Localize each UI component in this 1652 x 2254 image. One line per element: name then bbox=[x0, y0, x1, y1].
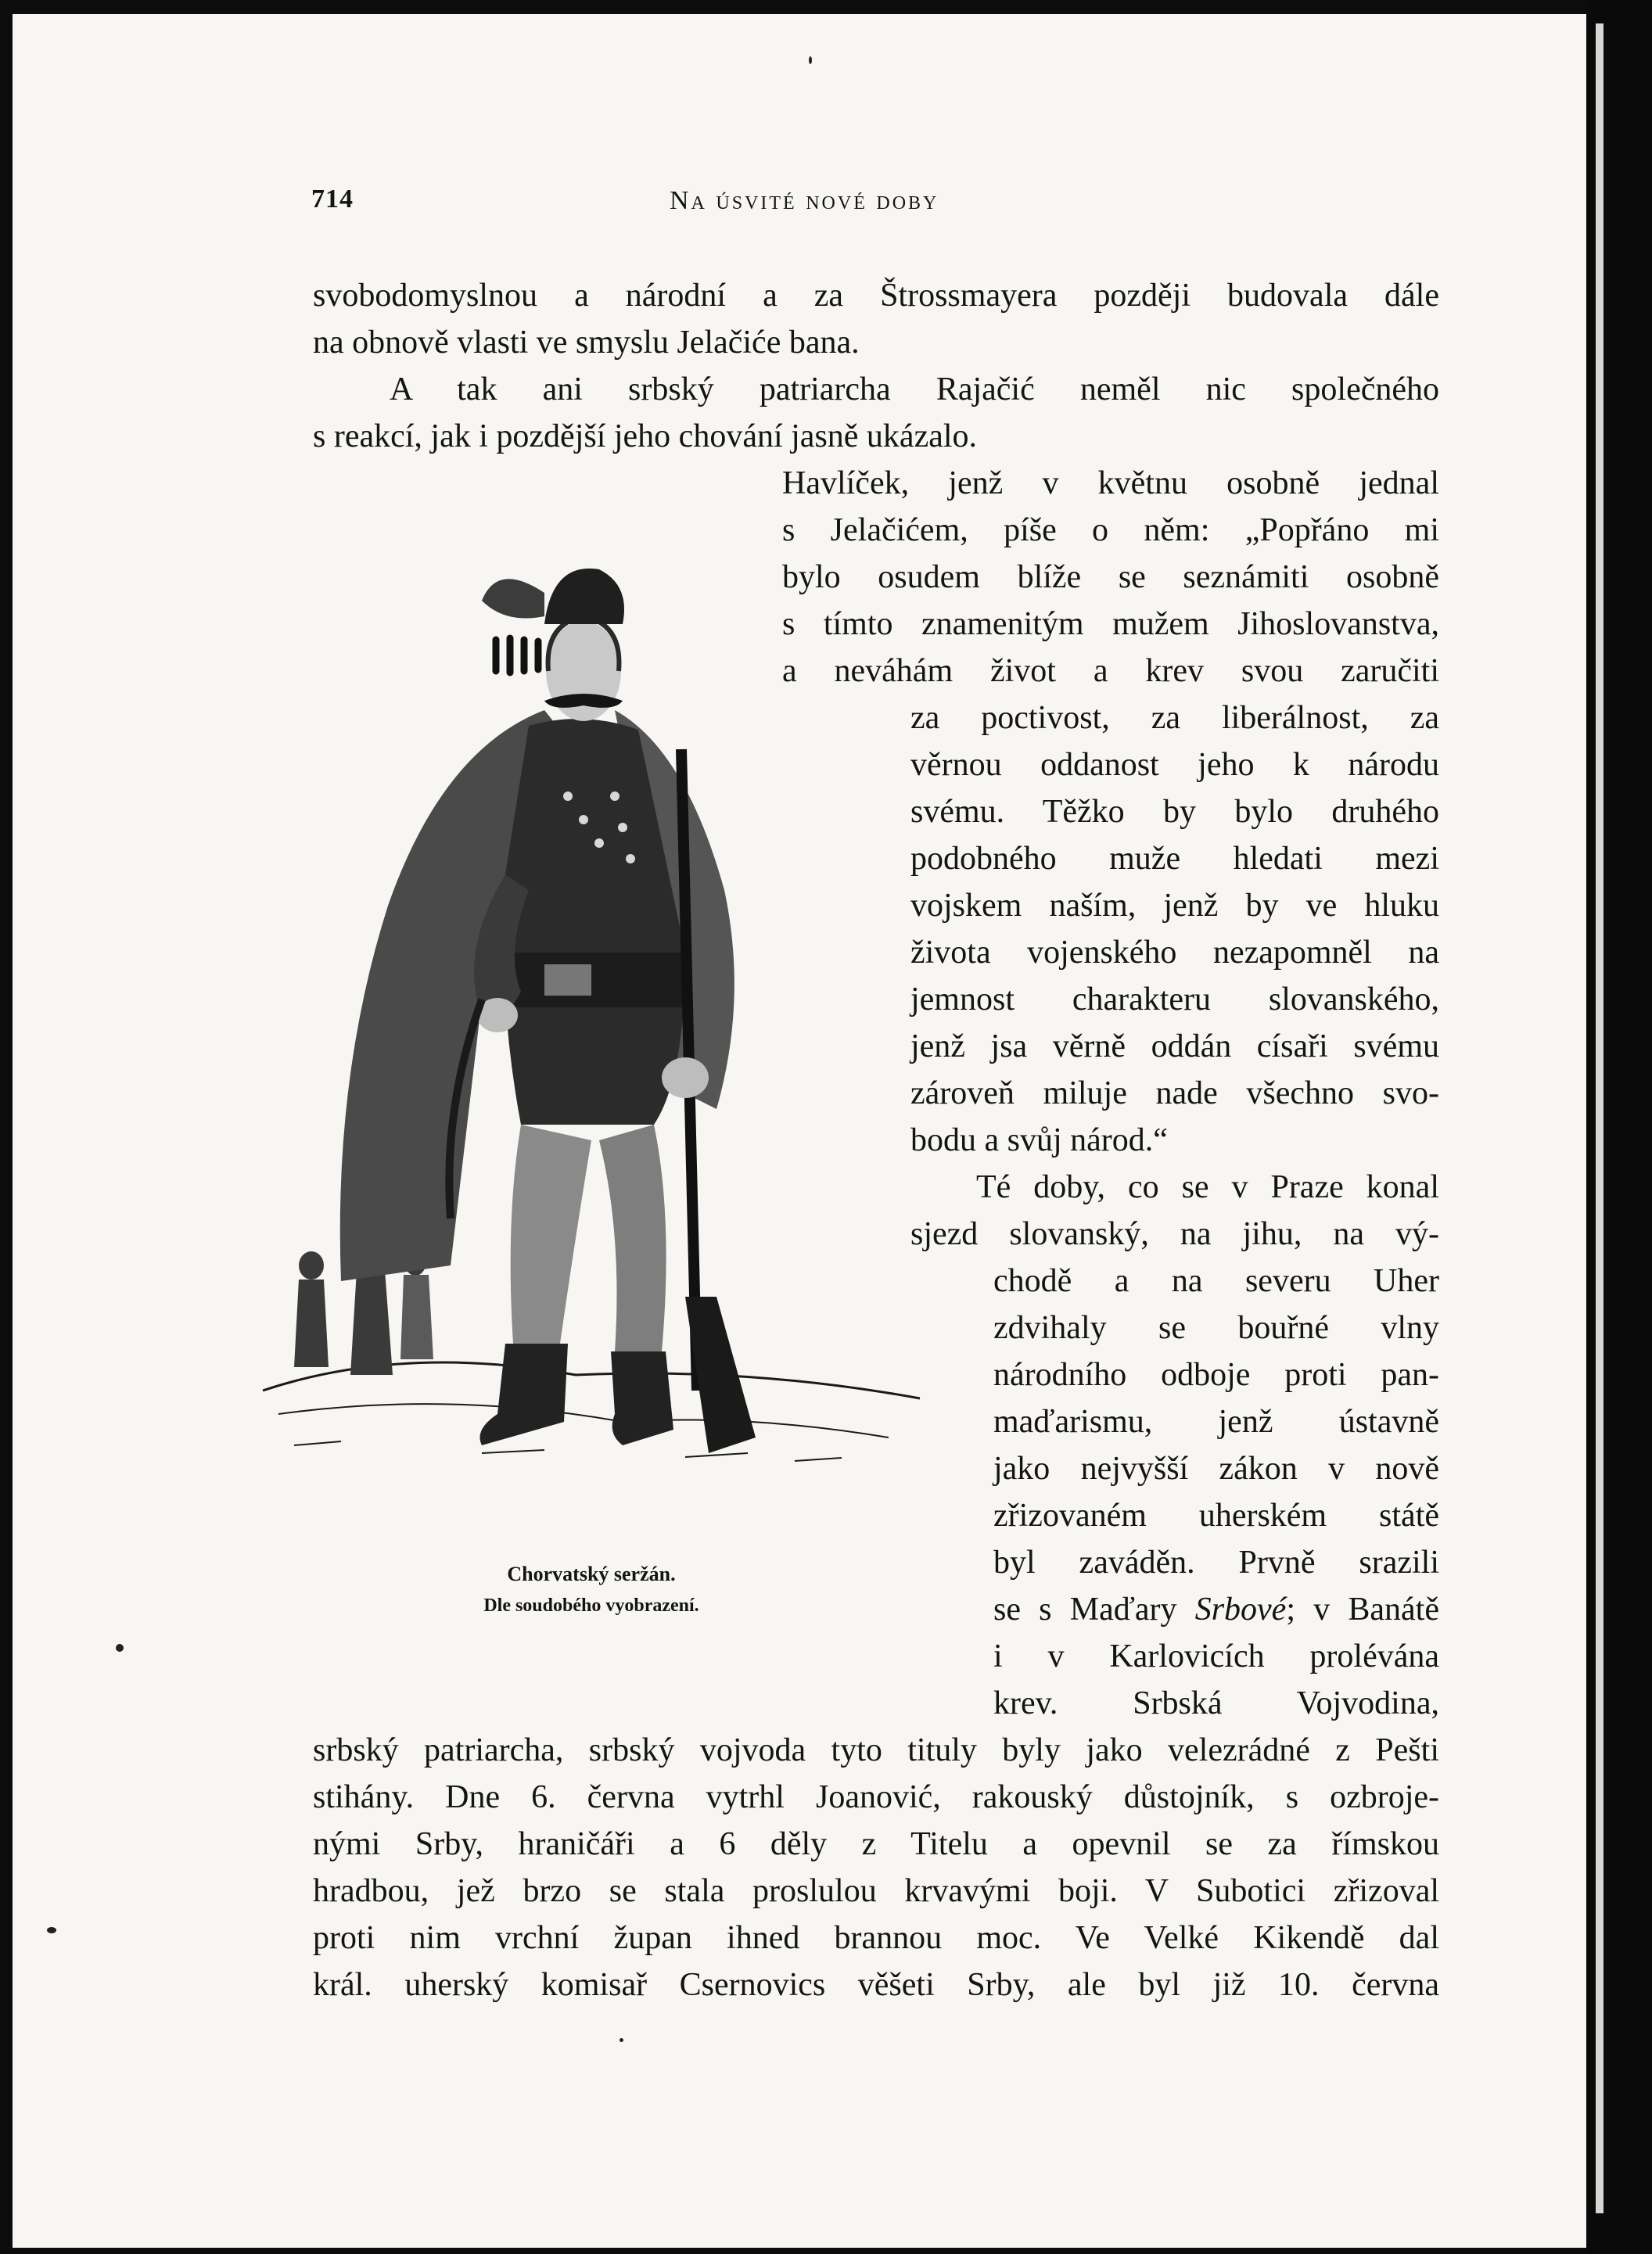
text-line: srbský patriarcha, srbský vojvoda tyto tituly byly jako velezrádné z Pešti bbox=[313, 1732, 1439, 1768]
text-line: zdvihaly se bouřné vlny bbox=[993, 1310, 1439, 1346]
text-line: bylo osudem blíže se seznámiti osobně bbox=[782, 559, 1439, 595]
scan-speck bbox=[116, 1644, 124, 1652]
text-line: maďarismu, jenž ústavně bbox=[993, 1404, 1439, 1440]
page-edge bbox=[1596, 23, 1604, 2213]
figure-caption-source: Dle soudobého vyobrazení. bbox=[483, 1595, 699, 1616]
sergeant-illustration bbox=[247, 515, 951, 1547]
text-line: na obnově vlasti ve smyslu Jelačiće bana. bbox=[313, 325, 860, 361]
running-title: Na úsvité nové doby bbox=[670, 186, 939, 215]
text-line: byl zaváděn. Prvně srazili bbox=[993, 1545, 1439, 1581]
text-line: proti nim vrchní župan ihned brannou moc. Ve Velké Kikendě dal bbox=[313, 1920, 1439, 1956]
text-line: a neváhám život a krev svou zaručiti bbox=[782, 653, 1439, 689]
text-line: Havlíček, jenž v květnu osobně jednal bbox=[782, 465, 1439, 501]
text-line: národního odboje proti pan- bbox=[993, 1357, 1439, 1393]
text-line: podobného muže hledati mezi bbox=[910, 841, 1439, 877]
scan-edge bbox=[1586, 0, 1652, 2254]
text-line: Té doby, co se v Praze konal bbox=[976, 1169, 1439, 1205]
text-line: nými Srby, hraničáři a 6 děly z Titelu a opevnil se za římskou bbox=[313, 1826, 1439, 1862]
text-line: zřizovaném uherském státě bbox=[993, 1498, 1439, 1534]
text-line: jako nejvyšší zákon v nově bbox=[993, 1451, 1439, 1487]
text-line: života vojenského nezapomněl na bbox=[910, 935, 1439, 971]
text-line: za poctivost, za liberálnost, za bbox=[910, 700, 1439, 736]
text-line: vojskem naším, jenž by ve hluku bbox=[910, 888, 1439, 924]
page-number: 714 bbox=[311, 185, 354, 214]
emphasis-srbove: Srbové bbox=[1194, 1592, 1287, 1628]
text-line: král. uherský komisař Csernovics věšeti Srby, ale byl již 10. června bbox=[313, 1967, 1439, 2003]
text-line: stihány. Dne 6. června vytrhl Joanović, rakouský důstojník, s ozbroje- bbox=[313, 1779, 1439, 1815]
text-line: krev. Srbská Vojvodina, bbox=[993, 1685, 1439, 1721]
text-line: svému. Těžko by bylo druhého bbox=[910, 794, 1439, 830]
figure-caption-title: Chorvatský seržán. bbox=[507, 1563, 676, 1585]
text-line: s reakcí, jak i pozdější jeho chování jasně ukázalo. bbox=[313, 418, 978, 454]
text-line: hradbou, jež brzo se stala proslulou krvavými boji. V Subotici zřizoval bbox=[313, 1873, 1439, 1909]
text-line: jenž jsa věrně oddán císaři svému bbox=[910, 1028, 1439, 1064]
text-line: i v Karlovicích prolévána bbox=[993, 1638, 1439, 1674]
text-line: A tak ani srbský patriarcha Rajačić neměl nic společného bbox=[390, 371, 1439, 407]
book-page bbox=[13, 14, 1586, 2248]
scan-speck bbox=[47, 1927, 56, 1933]
text-line: zároveň miluje nade všechno svo- bbox=[910, 1075, 1439, 1111]
text-line: svobodomyslnou a národní a za Štrossmayera později budovala dále bbox=[313, 278, 1439, 314]
scan-speck bbox=[620, 2038, 623, 2042]
text-line: sjezd slovanský, na jihu, na vý- bbox=[910, 1216, 1439, 1252]
text-line: jemnost charakteru slovanského, bbox=[910, 982, 1439, 1018]
text-line: s tímto znamenitým mužem Jihoslovanstva, bbox=[782, 606, 1439, 642]
scan-speck bbox=[809, 56, 812, 64]
text-line: bodu a svůj národ.“ bbox=[910, 1122, 1168, 1158]
text-line: se s Maďary Srbové; v Banátě bbox=[993, 1592, 1439, 1628]
text-line: věrnou oddanost jeho k národu bbox=[910, 747, 1439, 783]
text-line: s Jelačićem, píše o něm: „Popřáno mi bbox=[782, 512, 1439, 548]
text-line: chodě a na severu Uher bbox=[993, 1263, 1439, 1299]
